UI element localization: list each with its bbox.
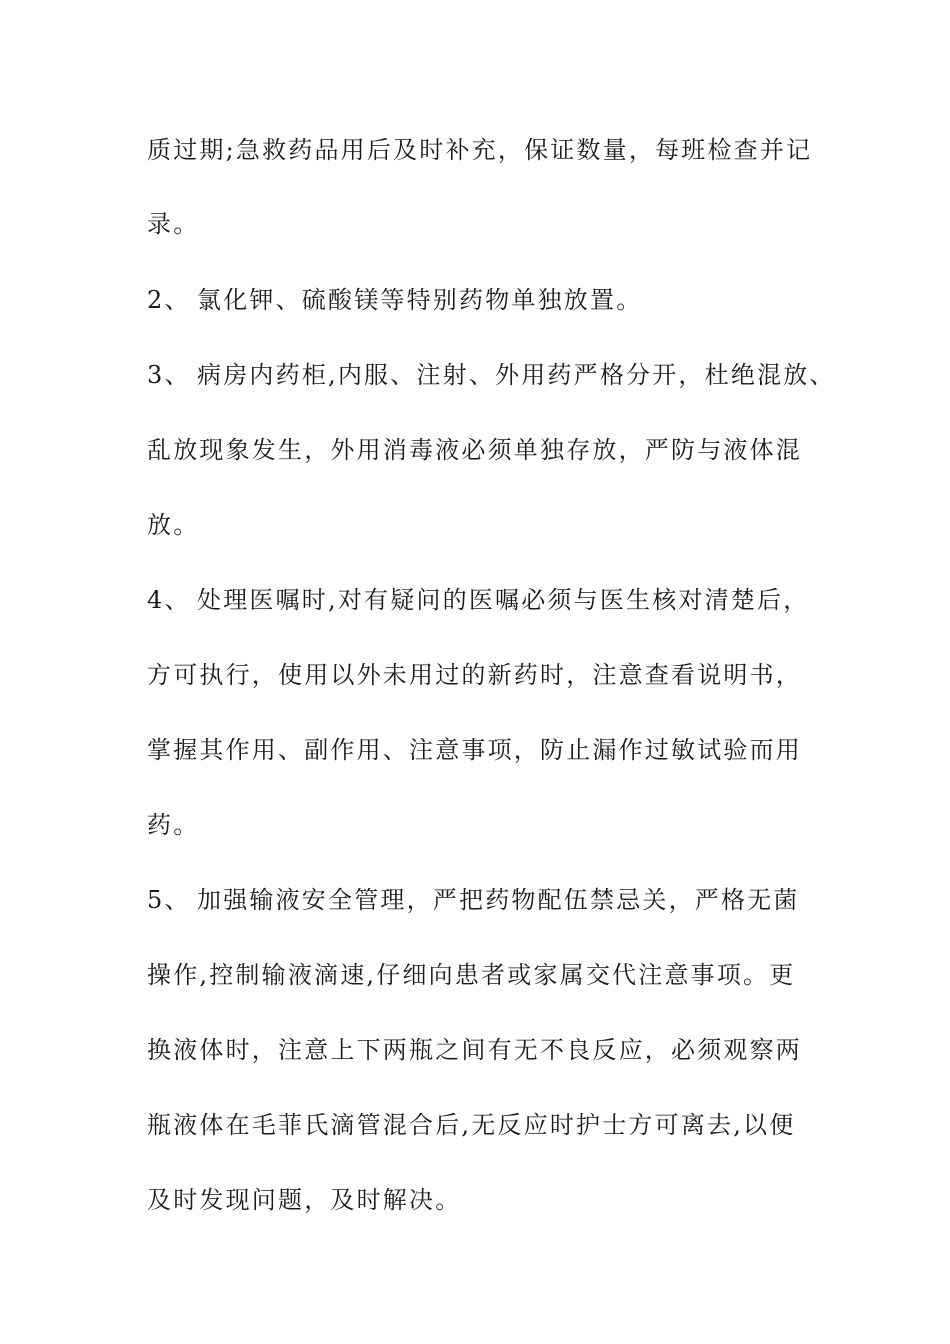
item-number: 2、 [147, 286, 191, 314]
text-line: 加强输液安全管理，严把药物配伍禁忌关，严格无菌 [197, 886, 800, 914]
item-number: 4、 [147, 586, 191, 614]
text-line: 方可执行，使用以外未用过的新药时，注意查看说明书， [147, 661, 802, 689]
text-line: 氯化钾、硫酸镁等特别药物单独放置。 [197, 286, 643, 314]
text-line: 处理医嘱时,对有疑问的医嘱必须与医生核对清楚后， [197, 586, 810, 614]
list-item-5 [147, 884, 800, 916]
text-line: 换液体时，注意上下两瓶之间有无不良反应，必须观察两 [147, 1036, 802, 1064]
text-line: 乱放现象发生，外用消毒液必须单独存放，严防与液体混 [147, 436, 802, 464]
text-line: 药。 [147, 811, 200, 839]
list-item-3 [147, 359, 836, 391]
text-line: 及时发现问题，及时解决。 [147, 1186, 462, 1214]
text-line: 操作,控制输液滴速,仔细向患者或家属交代注意事项。更 [147, 961, 796, 989]
text-line: 掌握其作用、副作用、注意事项，防止漏作过敏试验而用 [147, 736, 802, 764]
text-line: 质过期;急救药品用后及时补充，保证数量，每班检查并记 [147, 136, 813, 164]
item-number: 5、 [147, 886, 191, 914]
text-line: 录。 [147, 210, 200, 238]
list-item-4 [147, 584, 809, 616]
text-line: 瓶液体在毛菲氏滴管混合后,无反应时护士方可离去,以便 [147, 1111, 796, 1139]
text-line: 病房内药柜,内服、注射、外用药严格分开，杜绝混放、 [197, 361, 836, 389]
list-item-2 [147, 284, 642, 316]
item-number: 3、 [147, 361, 191, 389]
text-line: 放。 [147, 511, 200, 539]
